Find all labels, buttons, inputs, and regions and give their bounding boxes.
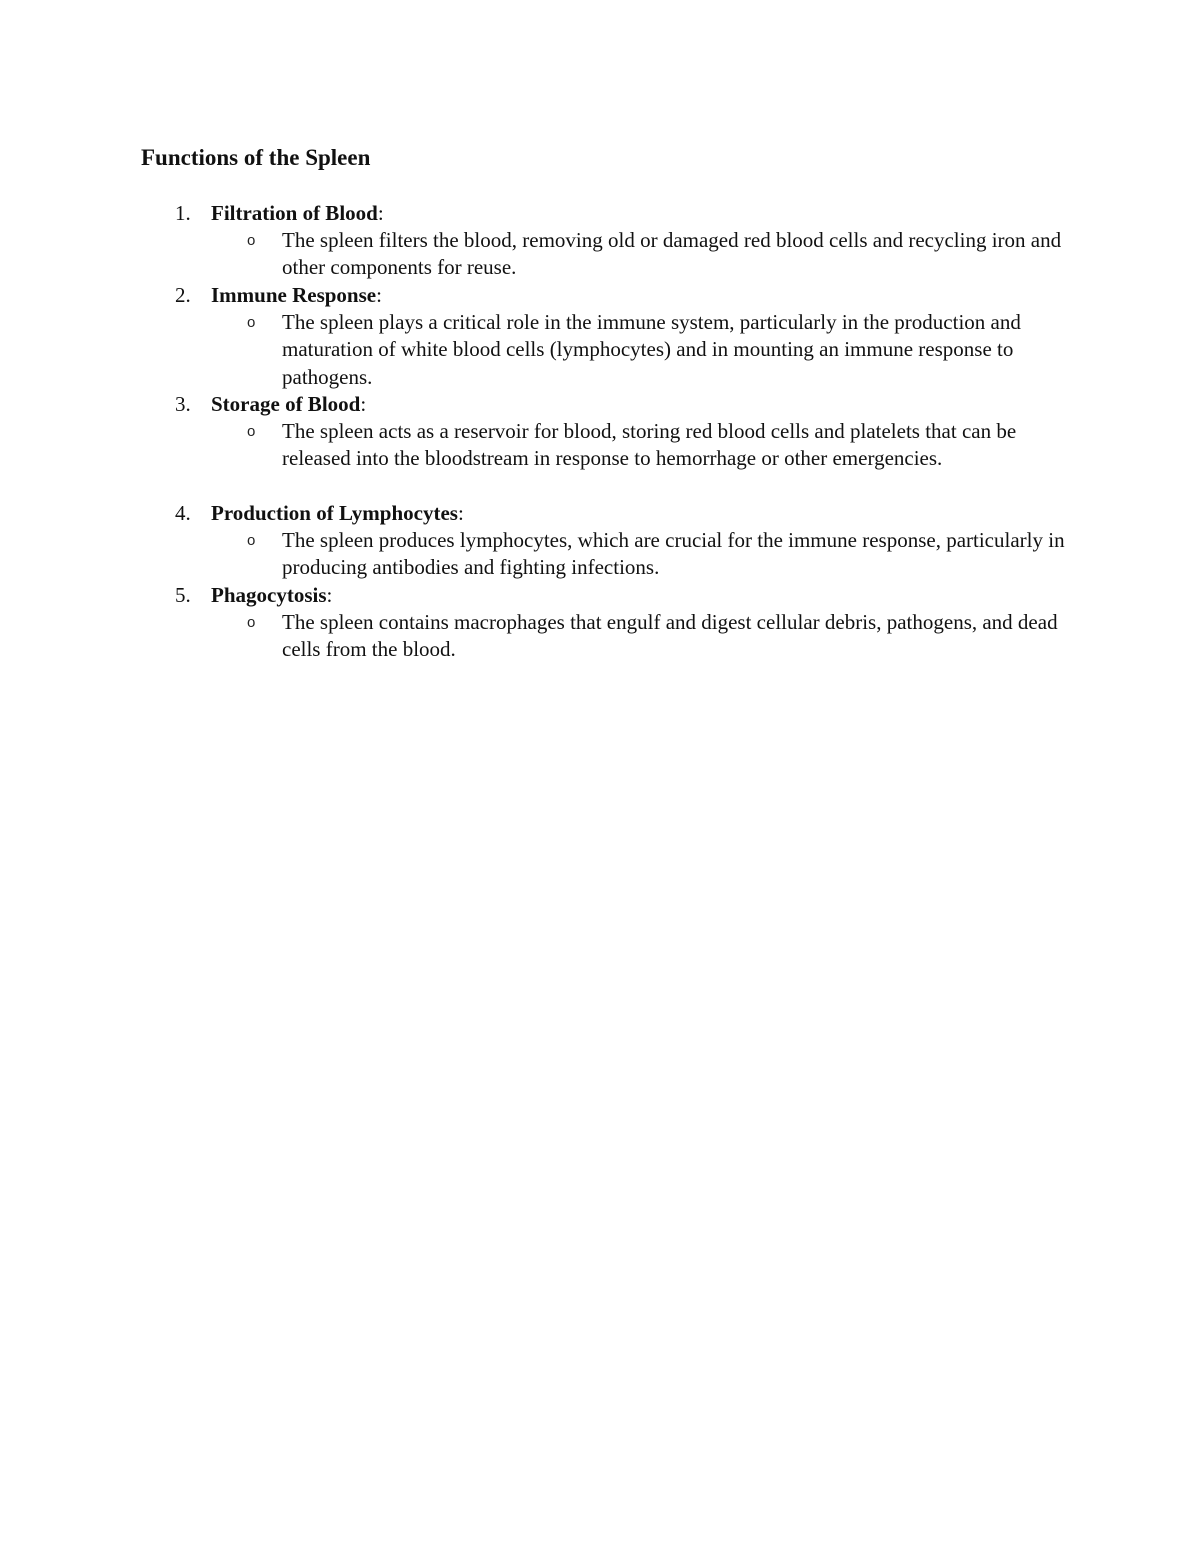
item-term: Production of Lymphocytes: [211, 501, 458, 525]
hollow-bullet-icon: o: [247, 532, 256, 549]
item-term: Phagocytosis: [211, 583, 327, 607]
item-colon: :: [360, 392, 367, 416]
item-term: Filtration of Blood: [211, 201, 378, 225]
item-description: The spleen filters the blood, removing old or damaged red blood cells and recycling iron and other components for reuse.: [282, 228, 1062, 280]
item-number: 2.: [175, 283, 191, 307]
item-number: 4.: [175, 501, 191, 525]
item-number: 3.: [175, 392, 191, 416]
item-term: Immune Response: [211, 283, 377, 307]
item-description: The spleen plays a critical role in the immune system, particularly in the production and maturation of white blood cells (lymphocytes) and in mounting an immune response to pathogens.: [282, 310, 1021, 389]
item-heading: [211, 282, 382, 309]
hollow-bullet-icon: o: [247, 232, 256, 249]
item-description: The spleen contains macrophages that engulf and digest cellular debris, pathogens, and dead cells from the blood.: [282, 610, 1058, 662]
item-heading: [211, 500, 464, 527]
item-heading: [211, 582, 332, 609]
hollow-bullet-icon: o: [247, 614, 256, 631]
item-heading: [211, 391, 366, 418]
hollow-bullet-icon: o: [247, 423, 256, 440]
item-colon: :: [457, 501, 464, 525]
page-title: Functions of the Spleen: [141, 145, 371, 170]
hollow-bullet-icon: o: [247, 314, 256, 331]
item-term: Storage of Blood: [211, 392, 361, 416]
item-number: 1.: [175, 201, 191, 225]
item-number: 5.: [175, 583, 191, 607]
item-colon: :: [377, 201, 384, 225]
item-heading: [211, 200, 384, 227]
item-description: The spleen acts as a reservoir for blood, storing red blood cells and platelets that can be released into the bloodstream in response to hemorrhage or other emergencies.: [282, 419, 1017, 471]
item-colon: :: [376, 283, 382, 307]
item-description: The spleen produces lymphocytes, which are crucial for the immune response, particularly in producing antibodies and fighting infections.: [282, 528, 1065, 580]
item-colon: :: [326, 583, 333, 607]
